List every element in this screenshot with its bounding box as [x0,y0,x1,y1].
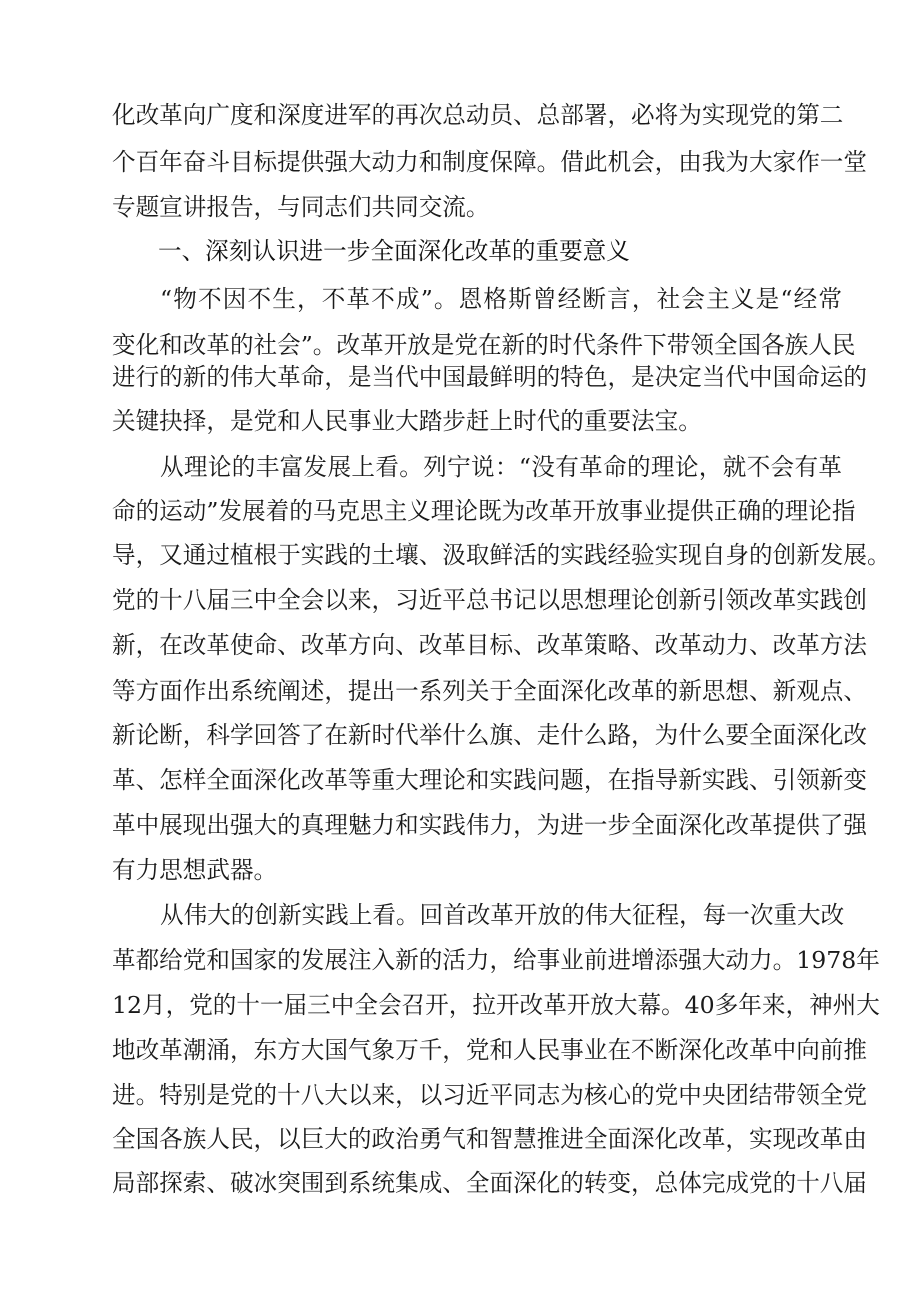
body-text-line: 党的十八届三中全会以来，习近平总书记以思想理论创新引领改革实践创 [112,586,867,614]
body-text-line: 从理论的丰富发展上看。列宁说：“没有革命的理论，就不会有革 [160,453,842,481]
body-text-line: 革、怎样全面深化改革等重大理论和实践问题，在指导新实践、引领新变 [112,766,867,794]
body-text-line: 进。特别是党的十八大以来，以习近平同志为核心的党中央团结带领全党 [112,1081,867,1109]
body-text-line: 新论断，科学回答了在新时代举什么旗、走什么路，为什么要全面深化改 [112,721,867,749]
body-text-line: 化改革向广度和深度进军的再次总动员、总部署，必将为实现党的第二 [112,101,844,129]
body-text-line: 关键抉择，是党和人民事业大踏步赶上时代的重要法宝。 [112,407,702,435]
body-text-line: “物不因不生，不革不成”。恩格斯曾经断言，社会主义是“经常 [160,285,842,313]
body-text-line: 等方面作出系统阐述，提出一系列关于全面深化改革的新思想、新观点、 [112,677,867,705]
body-text-line: 个百年奋斗目标提供强大动力和制度保障。借此机会，由我为大家作一堂 [112,148,867,176]
body-text-line: 进行的新的伟大革命，是当代中国最鲜明的特色，是决定当代中国命运的 [112,363,867,391]
body-text-line: 地改革潮涌，东方大国气象万千，党和人民事业在不断深化改革中向前推 [112,1036,867,1064]
body-text-line: 12月，党的十一届三中全会召开，拉开改革开放大幕。40多年来，神州大 [112,991,880,1019]
body-text-line: 新，在改革使命、改革方向、改革目标、改革策略、改革动力、改革方法 [112,631,867,659]
body-text-line: 革中展现出强大的真理魅力和实践伟力，为进一步全面深化改革提供了强 [112,811,867,839]
body-text-line: 全国各族人民，以巨大的政治勇气和智慧推进全面深化改革，实现改革由 [112,1125,867,1153]
body-text-line: 变化和改革的社会”。改革开放是党在新的时代条件下带领全国各族人民 [112,331,856,359]
body-text-line: 革都给党和国家的发展注入新的活力，给事业前进增添强大动力。1978年 [112,946,880,974]
body-text-line: 专题宣讲报告，与同志们共同交流。 [112,193,490,221]
body-text-line: 导，又通过植根于实践的土壤、汲取鲜活的实践经验实现自身的创新发展。 [112,541,891,569]
body-text-line: 从伟大的创新实践上看。回首改革开放的伟大征程，每一次重大改 [160,901,845,929]
body-text-line: 命的运动”发展着的马克思主义理论既为改革开放事业提供正确的理论指 [112,497,856,525]
section-heading: 一、深刻认识进一步全面深化改革的重要意义 [158,237,630,265]
body-text-line: 有力思想武器。 [112,856,278,884]
body-text-line: 局部探索、破冰突围到系统集成、全面深化的转变，总体完成党的十八届 [112,1169,867,1197]
